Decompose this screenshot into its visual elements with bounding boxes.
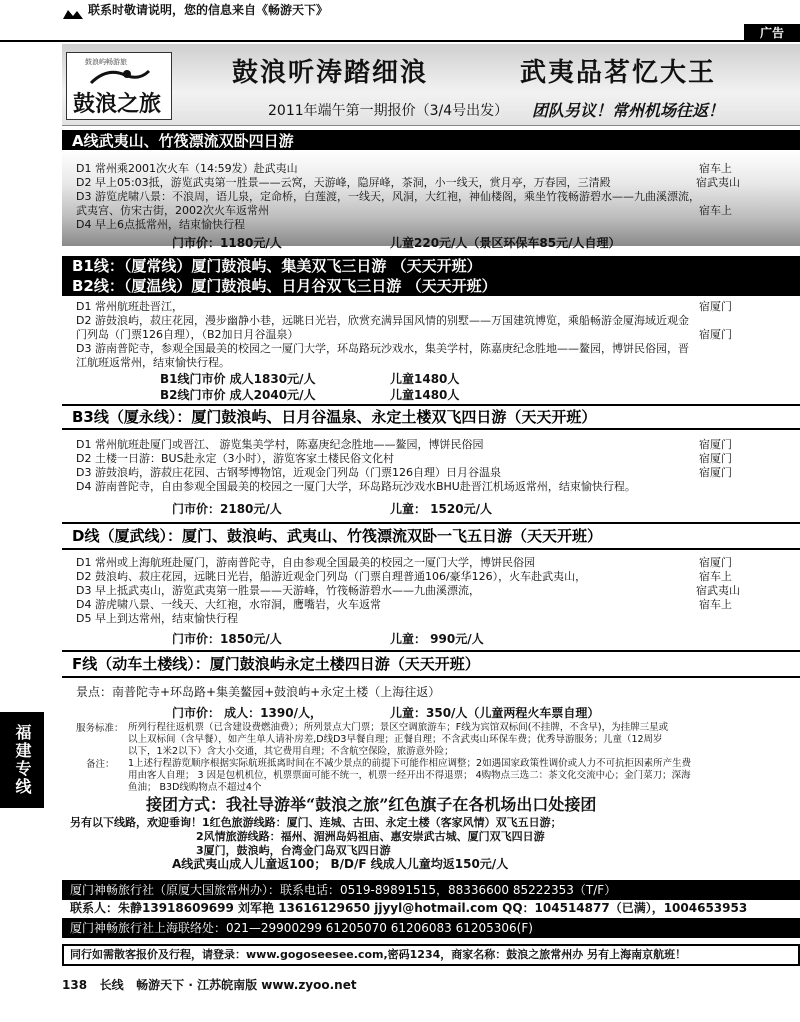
section-a-line: D3 游览虎啸八景：不浪周，语儿泉，定命桥，白莲渡，一线天，风洞，大红袍，神仙楼阁，乘坐竹筏畅游碧水——九曲溪漂流， [76, 190, 700, 203]
section-a-line: D1 常州乘2001次火车（14:59发）赴武夷山 [76, 162, 298, 175]
price-period-note: 2011年端午第一期报价（3/4号出发） [268, 103, 509, 119]
slogan-left: 鼓浪听涛踏细浪 [232, 58, 429, 88]
section-f-title: F线（动车土楼线）：厦门鼓浪屿永定土楼四日游（天天开班） [62, 650, 800, 678]
website-note: 同行如需散客报价及行程，请登录：www.gogoseesee.com,密码1234，商家名称：鼓浪之旅常州办 另有上海南京航班！ [62, 944, 800, 966]
section-a-stay: 宿车上 [699, 162, 732, 175]
top-bar [0, 0, 800, 42]
section-b-stay: 宿厦门 [699, 328, 732, 341]
magazine-logo-icon [62, 7, 84, 21]
section-d-stay: 宿厦门 [699, 556, 732, 569]
section-b3-line: D2 土楼一日游：BUS赴永定（3小时），游览客家土楼民俗文化村 [76, 452, 395, 465]
ad-badge: 广告 [744, 24, 800, 42]
page-number: 138 [62, 978, 88, 992]
section-b-title [62, 256, 800, 296]
section-a-line: 武夷宫、仿宋古街，2002次火车返常州 [76, 204, 269, 217]
section-b2-title: B2线：（厦温线）厦门鼓浪屿、日月谷双飞三日游 （天天开班） [72, 277, 497, 295]
section-a-title: A线武夷山、竹筏漂流双卧四日游 [62, 130, 800, 152]
section-b3-stay: 宿厦门 [699, 438, 732, 451]
section-d-title: D线（厦武线）：厦门、鼓浪屿、武夷山、竹筏漂流双卧一飞五日游（天天开班） [62, 522, 800, 550]
b2-price: B2线门市价 成人2040元/人 [160, 388, 316, 402]
remark-label: 备注： [86, 759, 115, 770]
brand-logo [66, 52, 172, 120]
section-d-line: D5 早上到达常州，结束愉快行程 [76, 612, 238, 625]
section-b3-child-price: 儿童： 1520元/人 [390, 502, 492, 516]
service-line: 以下，1米2以下）含大小交通，其它费用自理；不含航空保险，旅游意外险； [128, 746, 454, 757]
service-line: 以上双标间（含早餐），如产生单人请补房差,D线D3早餐自理；正餐自理；不含武夷山环保车费；优秀导游服务；儿童（12周岁 [128, 734, 663, 745]
service-line: 所列行程往返机票（已含建设费燃油费）；所列景点大门票；景区空调旅游车；F线为宾馆双标间(不挂牌，不含早)，为挂牌三星或 [128, 722, 669, 733]
section-a-stay: 宿车上 [699, 204, 732, 217]
logo-brand-text: 鼓浪之旅 [73, 91, 162, 117]
section-f-price: 门市价： 成人：1390/人， [172, 706, 322, 720]
section-b-line: D3 游南普陀寺，参观全国最美的校园之一厦门大学，环岛路玩沙戏水，集美学村，陈嘉庚纪念胜地——鳌园，博饼民俗园，晋 [76, 342, 689, 355]
logo-caption: 鼓浪屿畅游旅 [85, 58, 127, 66]
b1-price: B1线门市价 成人1830元/人 [160, 372, 316, 386]
section-d-line: D4 游虎啸八景、一线天、大红袍，水帘洞，鹰嘴岩，火车返常 [76, 598, 381, 611]
footer-section: 长线 [99, 978, 124, 992]
extra-route: 3厦门，鼓浪屿，台湾金门岛双飞四日游 [196, 844, 391, 857]
section-b-line: 门列岛（门票126自理），（B2加日月谷温泉） [76, 328, 299, 341]
contact-persons: 联系人：朱静13918609699 刘军艳 13616129650 jjyyl@hotmail.com QQ：104514877（已满），1004653953 [70, 901, 748, 915]
section-a-line: D2 早上05:03抵，游览武夷第一胜景——云窝，天游峰，隐屏峰，茶洞，小一线天，赏月亭，万春园，三清殿 [76, 176, 611, 189]
page-footer [62, 976, 357, 993]
section-f-child-price: 儿童：350/人（儿童两程火车票自理） [390, 706, 600, 720]
section-d-stay: 宿武夷山 [696, 584, 740, 597]
section-a-price: 门市价：1180元/人 [172, 236, 282, 250]
section-d-line: D3 早上抵武夷山，游览武夷第一胜景——天游峰，竹筏畅游碧水——九曲溪漂流， [76, 584, 480, 597]
slogan-right: 武夷品茗忆大王 [520, 58, 717, 88]
section-b1-title: B1线：（厦常线）厦门鼓浪屿、集美双飞三日游 （天天开班） [72, 257, 482, 275]
section-b-line: D1 常州航班赴晋江， [76, 300, 183, 313]
section-d-stay: 宿车上 [699, 598, 732, 611]
section-b-line: D2 游鼓浪屿，菽庄花园，漫步幽静小巷，远眺日光岩，欣赏充满异国风情的别墅——万国建筑博览，乘船畅游金厦海域近观金 [76, 314, 689, 327]
remark-line: 鱼油； B3D线购物点不超过4个 [128, 782, 262, 793]
fujian-side-tab: 福建专线 [0, 712, 44, 808]
section-b3-title: B3线（厦永线）：厦门鼓浪屿、日月谷温泉、永定土楼双飞四日游（天天开班） [62, 404, 800, 430]
section-b3-stay: 宿厦门 [699, 466, 732, 479]
section-d-stay: 宿车上 [699, 570, 732, 583]
section-b-stay: 宿厦门 [699, 300, 732, 313]
section-d-child-price: 儿童： 990元/人 [390, 632, 484, 646]
section-b3-line: D3 游鼓浪屿，游菽庄花园、古钢琴博物馆，近观金门列岛（门票126自理）日月谷温泉 [76, 466, 501, 479]
section-b3-line: D4 游南普陀寺，自由参观全国最美的校园之一厦门大学，环岛路玩沙戏水BHU赴晋江机场返常州，结束愉快行程。 [76, 480, 636, 493]
b2-child-price: 儿童1480人 [390, 388, 460, 402]
extra-routes-intro: 另有以下线路，欢迎垂询！1红色旅游线路：厦门、连城、古田、永定土楼（客家风情）双飞五日游； [70, 816, 562, 829]
section-f-sights: 景点：南普陀寺+环岛路+集美鳌园+鼓浪屿+永定土楼（上海往返） [76, 685, 441, 699]
section-a-child-price: 儿童220元/人（景区环保车85元/人自理） [390, 236, 621, 250]
team-note: 团队另议！常州机场往返！ [532, 101, 725, 120]
section-a-line: D4 早上6点抵常州，结束愉快行程 [76, 218, 245, 231]
rebate-note: A线武夷山成人儿童返100； B/D/F 线成人儿童均返150元/人 [172, 857, 509, 871]
header-notice: 联系时敬请说明，您的信息来自《畅游天下》 [88, 3, 329, 17]
agency-contact-bar: 厦门神畅旅行社（原厦大国旅常州办）：联系电话：0519-89891515，88336600 85222353（T/F） [62, 880, 800, 900]
remark-line: 1上述行程游览顺序根据实际航班抵离时间在不减少景点的前提下可能作相应调整；2如遇国家政策性调价或人力不可抗拒因素所产生费 [128, 758, 692, 769]
section-d-price: 门市价：1850元/人 [172, 632, 282, 646]
section-b3-price: 门市价：2180元/人 [172, 502, 282, 516]
wave-logo-icon [87, 65, 153, 89]
section-b3-stay: 宿厦门 [699, 452, 732, 465]
section-d-line: D1 常州或上海航班赴厦门，游南普陀寺，自由参观全国最美的校园之一厦门大学，博饼民俗园 [76, 556, 535, 569]
pickup-method: 接团方式：我社导游举“鼓浪之旅”红色旗子在各机场出口处接团 [146, 795, 597, 814]
footer-brand: 畅游天下 · 江苏皖南版 www.zyoo.net [136, 978, 357, 992]
section-a-stay: 宿武夷山 [696, 176, 740, 189]
extra-route: 2风情旅游线路：福州、湄洲岛妈祖庙、惠安崇武古城、厦门双飞四日游 [196, 830, 545, 843]
b1-child-price: 儿童1480人 [390, 372, 460, 386]
section-b3-line: D1 常州航班赴厦门或晋江、 游览集美学村，陈嘉庚纪念胜地——鳌园，博饼民俗园 [76, 438, 484, 451]
service-standard-label: 服务标准： [76, 723, 124, 734]
shanghai-office-bar: 厦门神畅旅行社上海联络处：021—29900299 61205070 61206083 61205306(F) [62, 918, 800, 938]
section-b-line: 江航班返常州，结束愉快行程。 [76, 356, 230, 369]
section-d-line: D2 鼓浪屿、菽庄花园，远眺日光岩，船游近观金门列岛（门票自理普通106/豪华126），火车赴武夷山， [76, 570, 587, 583]
remark-line: 用由客人自理； 3 因是包机机位，机票票面可能不统一，机票一经开出不得退票； 4购物点三选二：茶文化交流中心；金门菜刀；深海 [128, 770, 691, 781]
